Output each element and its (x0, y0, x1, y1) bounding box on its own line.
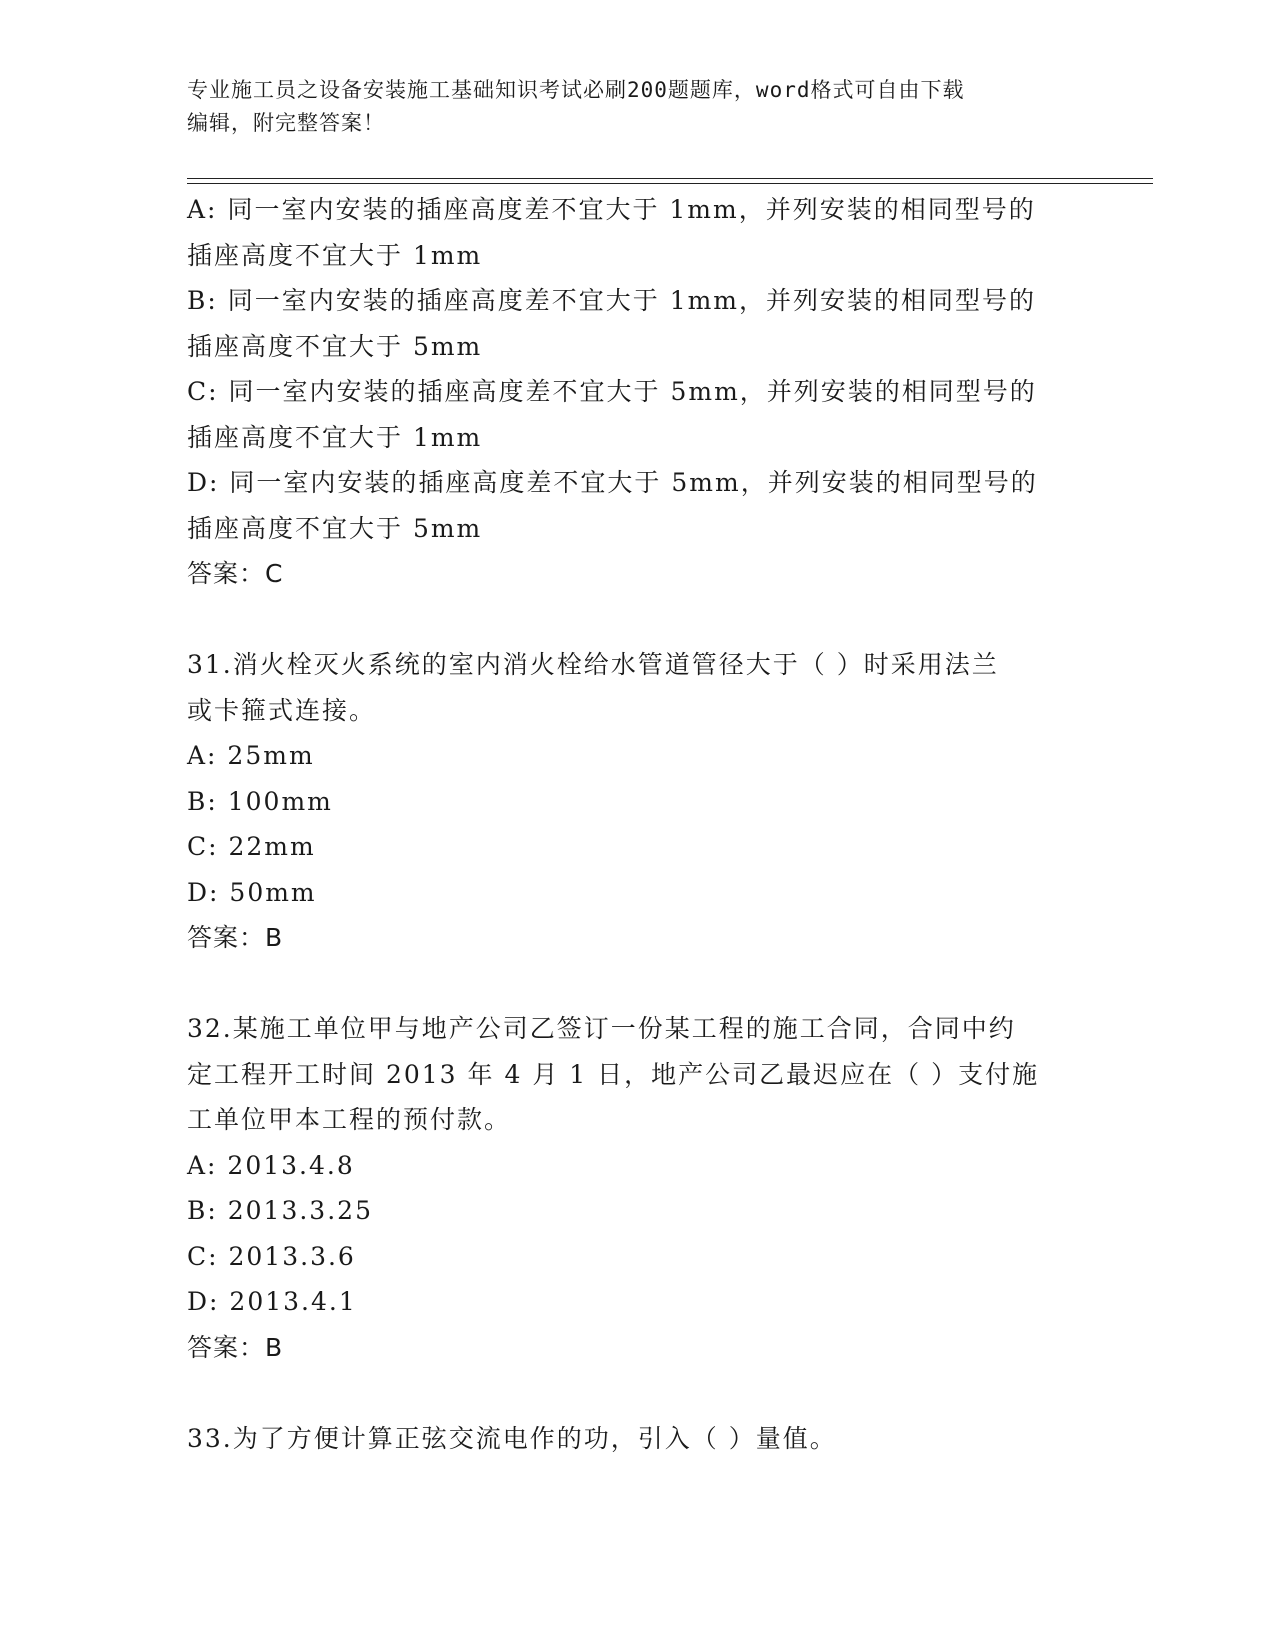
question-31 (187, 642, 1087, 961)
question-text: 33.为了方便计算正弦交流电作的功，引入（ ）量值。 (187, 1423, 837, 1453)
question-text-continued: 或卡箍式连接。 (187, 695, 377, 725)
option-c: C: 同一室内安装的插座高度差不宜大于 5mm，并列安装的相同型号的 (187, 377, 1037, 406)
question-33 (187, 1416, 1087, 1462)
document-header (187, 74, 1067, 140)
question-content (187, 187, 1087, 1461)
option-d: D: 同一室内安装的插座高度差不宜大于 5mm，并列安装的相同型号的 (187, 468, 1038, 497)
option-d: D: 2013.4.1 (187, 1287, 357, 1316)
prev-question-options (187, 187, 1087, 597)
answer-line: 答案：B (187, 923, 284, 952)
option-a: A: 2013.4.8 (187, 1150, 355, 1180)
option-a-continued: 插座高度不宜大于 1mm (187, 240, 483, 270)
question-text-continued: 工单位甲本工程的预付款。 (187, 1105, 512, 1134)
option-c: C: 2013.3.6 (187, 1241, 356, 1271)
option-a: A: 同一室内安装的插座高度差不宜大于 1mm，并列安装的相同型号的 (187, 195, 1036, 224)
header-divider-top (187, 178, 1153, 179)
answer-line: 答案：C (187, 559, 284, 588)
option-d-continued: 插座高度不宜大于 5mm (187, 513, 483, 543)
option-c-continued: 插座高度不宜大于 1mm (187, 422, 483, 452)
header-title-line2: 编辑，附完整答案！ (187, 111, 385, 135)
option-b-continued: 插座高度不宜大于 5mm (187, 331, 483, 361)
option-a: A: 25mm (187, 741, 315, 770)
option-c: C: 22mm (187, 832, 316, 861)
answer-line: 答案：B (187, 1332, 284, 1362)
header-divider-bottom (187, 183, 1153, 184)
option-d: D: 50mm (187, 877, 317, 907)
question-text: 31.消火栓灭火系统的室内消火栓给水管道管径大于（ ）时采用法兰 (187, 650, 999, 679)
option-b: B: 100mm (187, 786, 333, 816)
question-text: 32.某施工单位甲与地产公司乙签订一份某工程的施工合同，合同中约 (187, 1014, 1016, 1043)
header-title-line1: 专业施工员之设备安装施工基础知识考试必刷200题题库，word格式可自由下载 (187, 78, 965, 102)
question-32 (187, 1006, 1087, 1370)
option-b: B: 同一室内安装的插座高度差不宜大于 1mm，并列安装的相同型号的 (187, 286, 1037, 315)
option-b: B: 2013.3.25 (187, 1196, 373, 1225)
question-text-continued: 定工程开工时间 2013 年 4 月 1 日，地产公司乙最迟应在（ ）支付施 (187, 1059, 1040, 1089)
